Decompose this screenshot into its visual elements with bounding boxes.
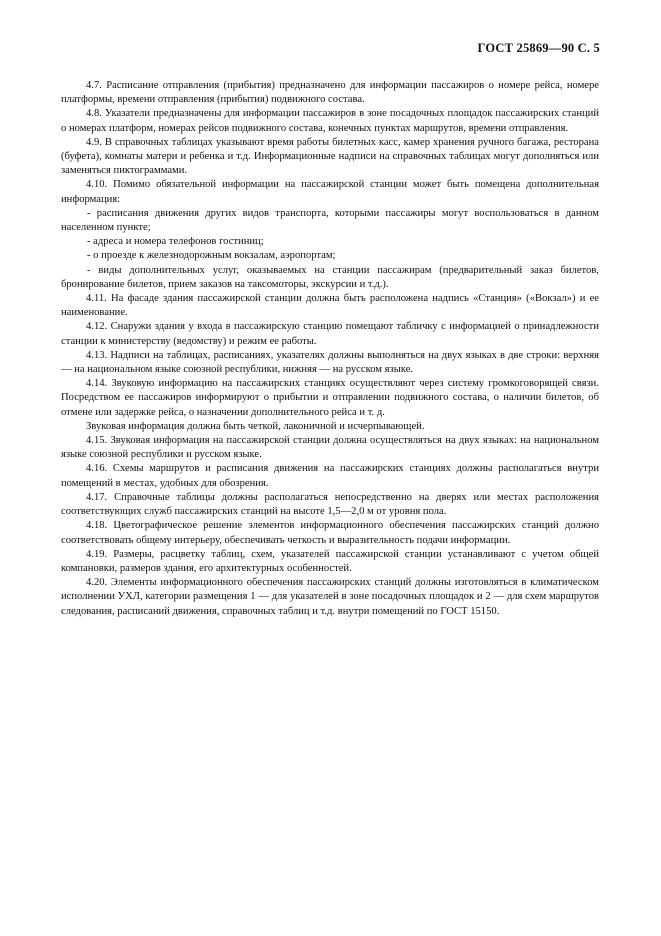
paragraph-4-10: 4.10. Помимо обязательной информации на пассажирской станции может быть помещена дополнительная информация: xyxy=(61,179,599,205)
list-item: - о проезде к железнодорожным вокзалам, аэропортам; xyxy=(87,250,336,262)
paragraph-4-18: 4.18. Цветографическое решение элементов информационного обеспечения пассажирских станций должно соответствовать общему интерьеру, обеспечивать четкость и выразительность подачи информации. xyxy=(61,520,599,546)
page-header: ГОСТ 25869—90 С. 5 xyxy=(477,41,600,55)
list-item: - адреса и номера телефонов гостиниц; xyxy=(87,236,264,248)
list-item: - расписания движения других видов транспорта, которыми пассажиры могут воспользоваться в данном населенном пункте; xyxy=(61,207,599,234)
paragraph-4-19: 4.19. Размеры, расцветку таблиц, схем, указателей пассажирской станции устанавливают с учетом общей компановки, размеров здания, его архитектурных особенностей. xyxy=(61,548,599,574)
paragraph-4-12: 4.12. Снаружи здания у входа в пассажирскую станцию помещают табличку с информацией о принадлежности станции к министерству (ведомству) и режим ее работы. xyxy=(61,321,599,347)
paragraph-4-13: 4.13. Надписи на таблицах, расписаниях, указателях должны выполняться на двух языках в две строки: верхняя — на национальном языке союзной республики, нижняя — на русском языке. xyxy=(61,349,599,376)
paragraph-4-15: 4.15. Звуковая информация на пассажирской станции должна осуществляться на двух языках: на национальном языке союзной республики и русском языке. xyxy=(61,435,599,461)
paragraph-4-9: 4.9. В справочных таблицах указывают время работы билетных касс, камер хранения ручного багажа, ресторана (буфета), комнаты матери и ребенка и т.д. Информационные надписи на справочных таблицах могут дополняться или заменяться пиктограммами. xyxy=(61,136,599,177)
document-body xyxy=(61,79,599,619)
paragraph-4-8: 4.8. Указатели предназначены для информации пассажиров в зоне посадочных площадок пассажирских станций о номерах платформ, номерах рейсов подвижного состава, конечных пунктах маршрутов, времени отправления. xyxy=(61,108,599,134)
paragraph-4-16: 4.16. Схемы маршрутов и расписания движения на пассажирских станциях должны располагаться внутри помещений в местах, удобных для обозрения. xyxy=(61,463,599,489)
list-item: - виды дополнительных услуг, оказываемых на станции пассажирам (предварительный заказ билетов, бронирование билетов, прием заказов на таксомоторы, экскурсии и т.д.). xyxy=(61,264,599,290)
paragraph-4-14: 4.14. Звуковую информацию на пассажирских станциях осуществляют через систему громкоговорящей связи. Посредством ее пассажиров информируют о прибытии и отправлении подвижного состава, о наличии билетов, об отмене или задержке рейса, о назначении дополнительного рейса и т. д. xyxy=(61,378,599,418)
paragraph-4-20: 4.20. Элементы информационного обеспечения пассажирских станций должны изготовляться в климатическом исполнении УХЛ, категории размещения 1 — для указателей в зоне посадочных площадок и 2 — для схем маршрутов следования, расписаний движения, справочных таблиц и т.д. внутри помещений по ГОСТ 15150. xyxy=(61,577,599,617)
paragraph-4-11: 4.11. На фасаде здания пассажирской станции должна быть расположена надпись «Станция» («Вокзал») и ее наименование. xyxy=(61,293,599,319)
paragraph-sound-note: Звуковая информация должна быть четкой, лаконичной и исчерпывающей. xyxy=(86,420,425,432)
paragraph-4-7: 4.7. Расписание отправления (прибытия) предназначено для информации пассажиров о номере рейса, номере платформы, времени отправления (прибытия) подвижного состава. xyxy=(61,80,599,106)
paragraph-4-17: 4.17. Справочные таблицы должны располагаться непосредственно на дверях или местах расположения соответствующих служб пассажирских станций на высоте 1,5—2,0 м от уровня пола. xyxy=(61,491,599,518)
